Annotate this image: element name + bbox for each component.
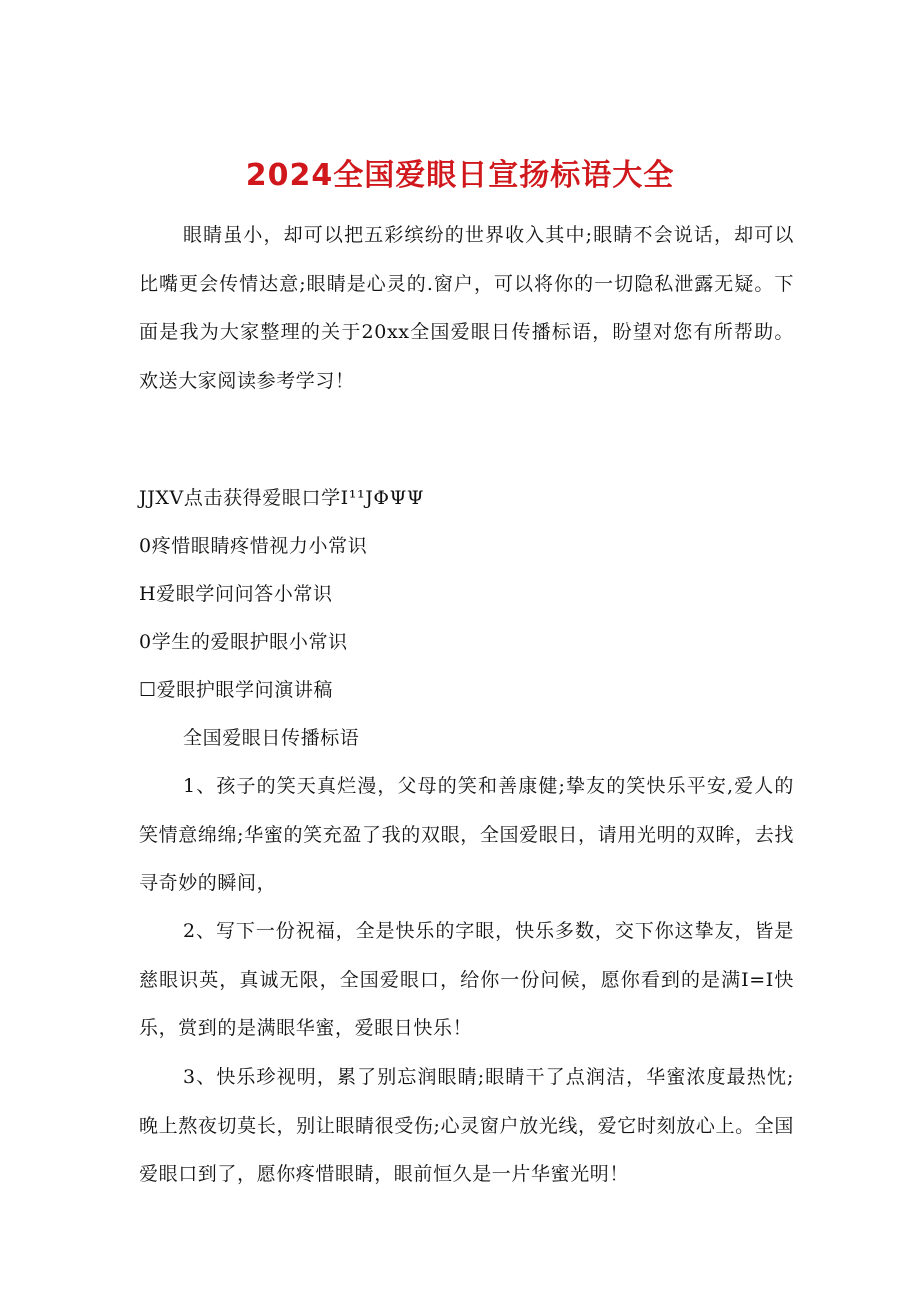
link-item-2[interactable]: 0疼惜眼睛疼惜视力小常识 — [139, 535, 368, 557]
slogan-item-2: 2、写下一份祝福，全是快乐的字眼，快乐多数，交下你这挚友，皆是慈眼识英，真诚无限，全国爱眼口，给你一份问候，愿你看到的是满I=I快乐，赏到的是满眼华蜜，爱眼日快乐！ — [139, 920, 794, 1040]
section-heading: 全国爱眼日传播标语 — [183, 727, 360, 749]
link-item-3[interactable]: H爱眼学问问答小常识 — [139, 583, 333, 605]
document-title: 2024全国爱眼日宣扬标语大全 — [245, 158, 675, 193]
slogan-item-3: 3、快乐珍视明，累了别忘润眼睛;眼睛干了点润洁，华蜜浓度最热忱;晚上熬夜切莫长，别让眼睛很受伤;心灵窗户放光线，爱它时刻放心上。全国爱眼口到了，愿你疼惜眼睛，眼前恒久是一片华蜜光明！ — [139, 1066, 794, 1186]
link-item-4[interactable]: 0学生的爱眼护眼小常识 — [139, 631, 348, 653]
intro-paragraph: 眼睛虽小，却可以把五彩缤纷的世界收入其中;眼睛不会说话，却可以比嘴更会传情达意;眼睛是心灵的.窗户，可以将你的一切隐私泄露无疑。下面是我为大家整理的关于20xx全国爱眼日传播标语，盼望对您有所帮助。欢送大家阅读参考学习！ — [139, 224, 794, 393]
link-item-5[interactable]: ☐爱眼护眼学问演讲稿 — [139, 679, 334, 701]
link-item-1[interactable]: JJXV点击获得爱眼口学I¹¹JΦΨΨ — [139, 487, 425, 509]
slogan-item-1: 1、孩子的笑天真烂漫，父母的笑和善康健;挚友的笑快乐平安,爱人的笑情意绵绵;华蜜的笑充盈了我的双眼，全国爱眼日，请用光明的双眸，去找寻奇妙的瞬间， — [139, 775, 794, 895]
